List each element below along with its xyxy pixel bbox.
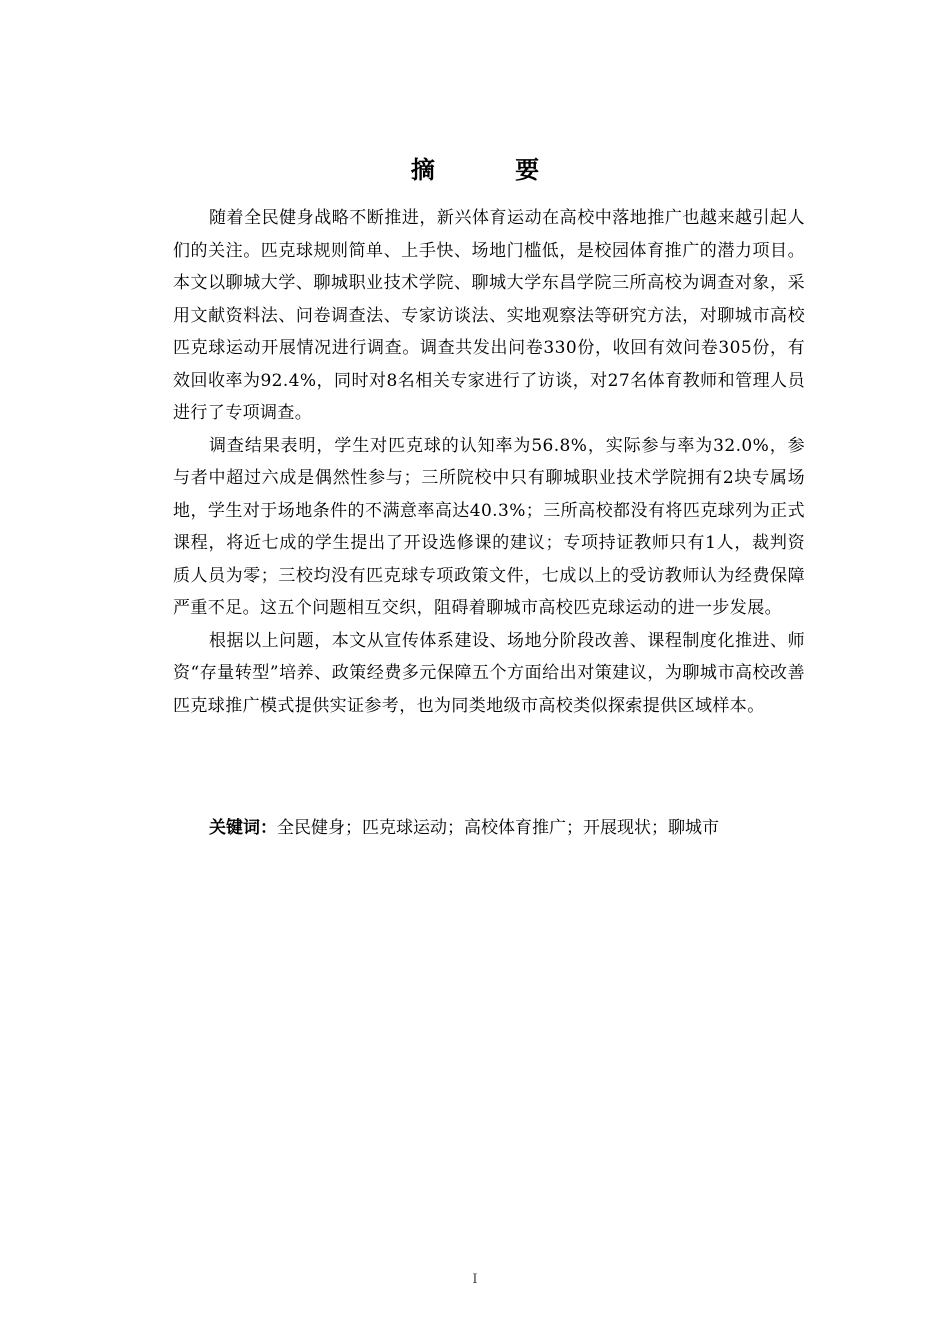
abstract-title: 摘 要: [410, 156, 576, 184]
abstract-paragraph-3: 根据以上问题，本文从宣传体系建设、场地分阶段改善、课程制度化推进、师资“存量转型”培养、政策经费多元保障五个方面给出对策建议，为聊城市高校改善匹克球推广模式提供实证参考，也为同类地级市高校类似探索提供区域样本。: [173, 630, 805, 716]
abstract-paragraph-1: 随着全民健身战略不断推进，新兴体育运动在高校中落地推广也越来越引起人们的关注。匹克球规则简单、上手快、场地门槛低，是校园体育推广的潜力项目。本文以聊城大学、聊城职业技术学院、聊城大学东昌学院三所高校为调查对象，采用文献资料法、问卷调查法、专家访谈法、实地观察法等研究方法，对聊城市高校匹克球运动开展情况进行调查。调查共发出问卷330份，收回有效问卷305份，有效回收率为92.4%，同时对8名相关专家进行了访谈，对27名体育教师和管理人员进行了专项调查。: [173, 208, 806, 423]
keywords-label: 关键词：: [209, 818, 277, 838]
abstract-body: [173, 202, 805, 722]
page-number: I: [472, 1272, 478, 1287]
abstract-paragraph-2: 调查结果表明，学生对匹克球的认知率为56.8%，实际参与率为32.0%，参与者中超过六成是偶然性参与；三所院校中只有聊城职业技术学院拥有2块专属场地，学生对于场地条件的不满意率高达40.3%；三所高校都没有将匹克球列为正式课程，将近七成的学生提出了开设选修课的建议；专项持证教师只有1人，裁判资质人员为零；三校均没有匹克球专项政策文件，七成以上的受访教师认为经费保障严重不足。这五个问题相互交织，阻碍着聊城市高校匹克球运动的进一步发展。: [173, 435, 805, 618]
keywords-text: 全民健身；匹克球运动；高校体育推广；开展现状；聊城市: [277, 818, 719, 838]
keywords-line: [209, 812, 809, 844]
